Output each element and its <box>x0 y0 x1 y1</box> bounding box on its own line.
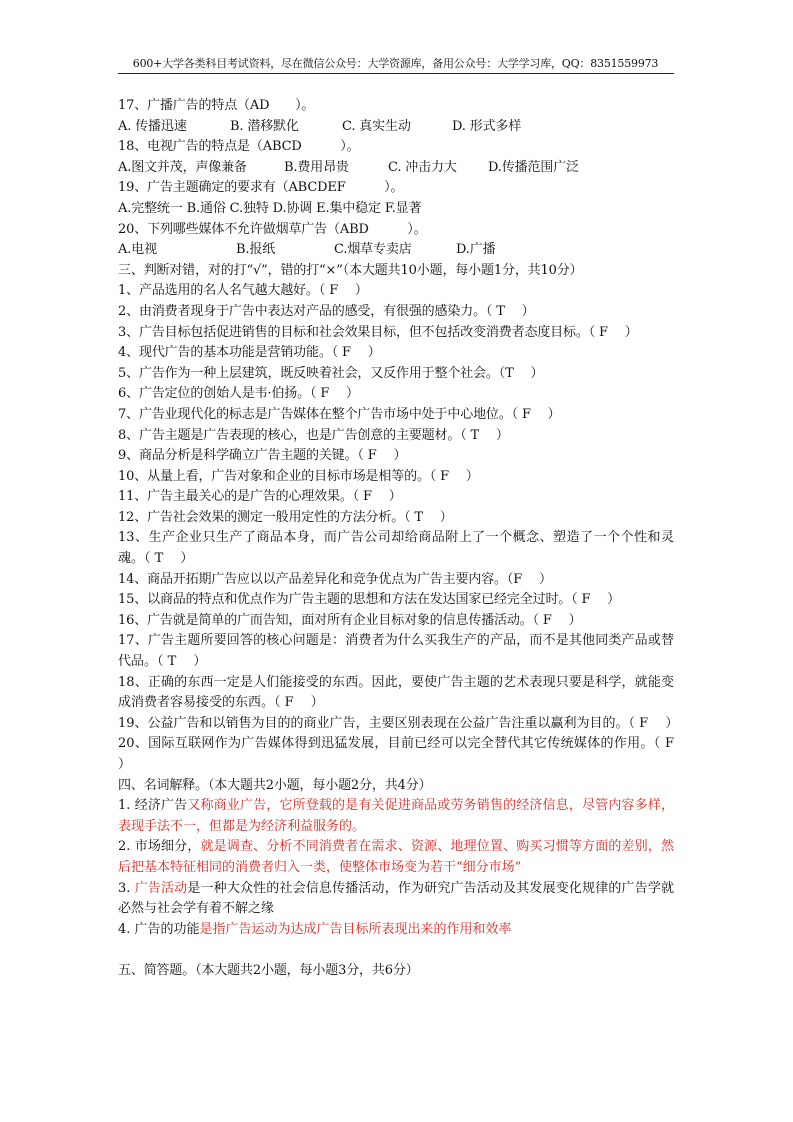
question-17-options <box>118 117 674 138</box>
question-19-options: A.完整统一 B.通俗 C.独特 D.协调 E.集中稳定 F.显著 <box>118 200 422 216</box>
definition-answer: 就是调查、分析不同消费者在需求、资源、地理位置、购买习惯等方面的差别，然后把基本特征相同的消费者归入一类，使整体市场变为若干“细分市场” <box>118 839 674 875</box>
page-header: 600+大学各类科目考试资料，尽在微信公众号：大学资源库，备用公众号：大学学习库，QQ：8351559973 <box>132 57 659 70</box>
judgment-item: 1、产品选用的名人名气越大越好。（ F ） <box>118 283 368 299</box>
option-b: B.费用昂贵 <box>284 159 349 175</box>
section-3-title: 三、判断对错，对的打“√”，错的打“×”（本大题共10小题，每小题1分，共10分） <box>118 262 583 278</box>
definition-tail: 是一种大众性的社会信息传播活动，作为研究广告活动及其发展变化规律的广告学就必然与社会学有着不解之缘 <box>118 880 674 917</box>
question-17: 17、广播广告的特点（AD ）。 <box>118 98 315 113</box>
judgment-item: 2、由消费者现身于广告中表达对产品的感受，有很强的感染力。（ T ） <box>118 303 535 319</box>
definition-term: 1. 经济广告 <box>118 798 188 814</box>
judgment-item: 4、现代广告的基本功能是营销功能。（ F ） <box>118 345 381 361</box>
judgment-item: 6、广告定位的创始人是韦·伯扬。（ F ） <box>118 386 359 402</box>
option-d: D.广播 <box>456 242 496 258</box>
option-a: A.图文并茂，声像兼备 <box>118 159 247 175</box>
option-c: C. 真实生动 <box>342 118 411 134</box>
definition-answer: 是指广告运动为达成广告目标所表现出来的作用和效率 <box>199 921 512 937</box>
judgment-item: 13、生产企业只生产了商品本身，而广告公司却给商品附上了一个概念、塑造了一个个性和灵魂。（ T ） <box>118 530 674 567</box>
option-a: A.电视 <box>118 242 157 258</box>
section-4-title: 四、名词解释。（本大题共2小题，每小题2分，共4分） <box>118 777 432 793</box>
judgment-item: 10、从量上看，广告对象和企业的目标市场是相等的。（ F ） <box>118 468 479 484</box>
definition-answer: 又称商业广告，它所登载的是有关促进商品或劳务销售的经济信息，尽管内容多样，表现手法不一，但都是为经济利益服务的。 <box>118 798 674 834</box>
judgment-item: 12、广告社会效果的测定一般用定性的方法分析。（ T ） <box>118 509 453 525</box>
option-d: D. 形式多样 <box>452 118 522 134</box>
judgment-item: 17、广告主题所要回答的核心问题是：消费者为什么买我生产的产品，而不是其他同类产品或替代品。（ T ） <box>118 633 674 670</box>
option-d: D.传播范围广泛 <box>488 159 579 175</box>
section-5-title: 五、简答题。（本大题共2小题，每小题3分，共6分） <box>118 962 419 978</box>
spacer <box>118 940 674 961</box>
judgment-item: 20、国际互联网作为广告媒体得到迅猛发展，目前已经可以完全替代其它传统媒体的作用。（ F ） <box>118 736 692 772</box>
judgment-item: 3、广告目标包括促进销售的目标和社会效果目标，但不包括改变消费者态度目标。（ F ） <box>118 324 638 340</box>
question-19: 19、广告主题确定的要求有（ABCDEF ）。 <box>118 180 404 196</box>
question-18: 18、电视广告的特点是（ABCD ）。 <box>118 139 360 155</box>
judgment-item: 5、广告作为一种上层建筑，既反映着社会，又反作用于整个社会。（T ） <box>118 365 544 381</box>
definition-item <box>118 879 674 920</box>
definition-item <box>118 920 674 941</box>
definition-term: 2. 市场细分， <box>118 839 201 855</box>
header-divider <box>118 73 674 74</box>
definition-term: 4. 广告的功能 <box>118 921 200 937</box>
question-20-options <box>118 240 674 261</box>
judgment-item: 19、公益广告和以销售为目的的商业广告，主要区别表现在公益广告注重以赢利为目的。（ F ） <box>118 715 679 731</box>
document-body <box>118 96 692 982</box>
definition-item <box>118 837 674 878</box>
judgment-item: 9、商品分析是科学确立广告主题的关键。（ F ） <box>118 448 407 464</box>
option-c: C. 冲击力大 <box>388 159 457 175</box>
judgment-item: 18、正确的东西一定是人们能接受的东西。因此，要使广告主题的艺术表现只要是科学，就能变成消费者容易接受的东西。（ F ） <box>118 674 674 711</box>
judgment-item: 11、广告主最关心的是广告的心理效果。（ F ） <box>118 489 402 505</box>
definition-item <box>118 796 674 837</box>
option-a: A. 传播迅速 <box>118 118 187 134</box>
judgment-item: 15、以商品的特点和优点作为广告主题的思想和方法在发达国家已经完全过时。（ F ） <box>118 592 621 608</box>
option-b: B. 潜移默化 <box>230 118 299 134</box>
judgment-item: 8、广告主题是广告表现的核心，也是广告创意的主要题材。（ T ） <box>118 427 509 443</box>
question-18-options <box>118 158 674 179</box>
option-c: C.烟草专卖店 <box>334 242 412 258</box>
judgment-item: 16、广告就是简单的广而告知，面对所有企业目标对象的信息传播活动。（ F ） <box>118 612 582 628</box>
definition-term: 3. <box>118 880 135 896</box>
definition-answer: 广告活动 <box>134 880 188 896</box>
option-b: B.报纸 <box>236 242 276 258</box>
question-20: 20、下列哪些媒体不允许做烟草广告（ABD ）。 <box>118 221 427 237</box>
judgment-item: 7、广告业现代化的标志是广告媒体在整个广告市场中处于中心地位。（ F ） <box>118 406 561 422</box>
judgment-item: 14、商品开拓期广告应以以产品差异化和竞争优点为广告主要内容。（F ） <box>118 571 552 587</box>
